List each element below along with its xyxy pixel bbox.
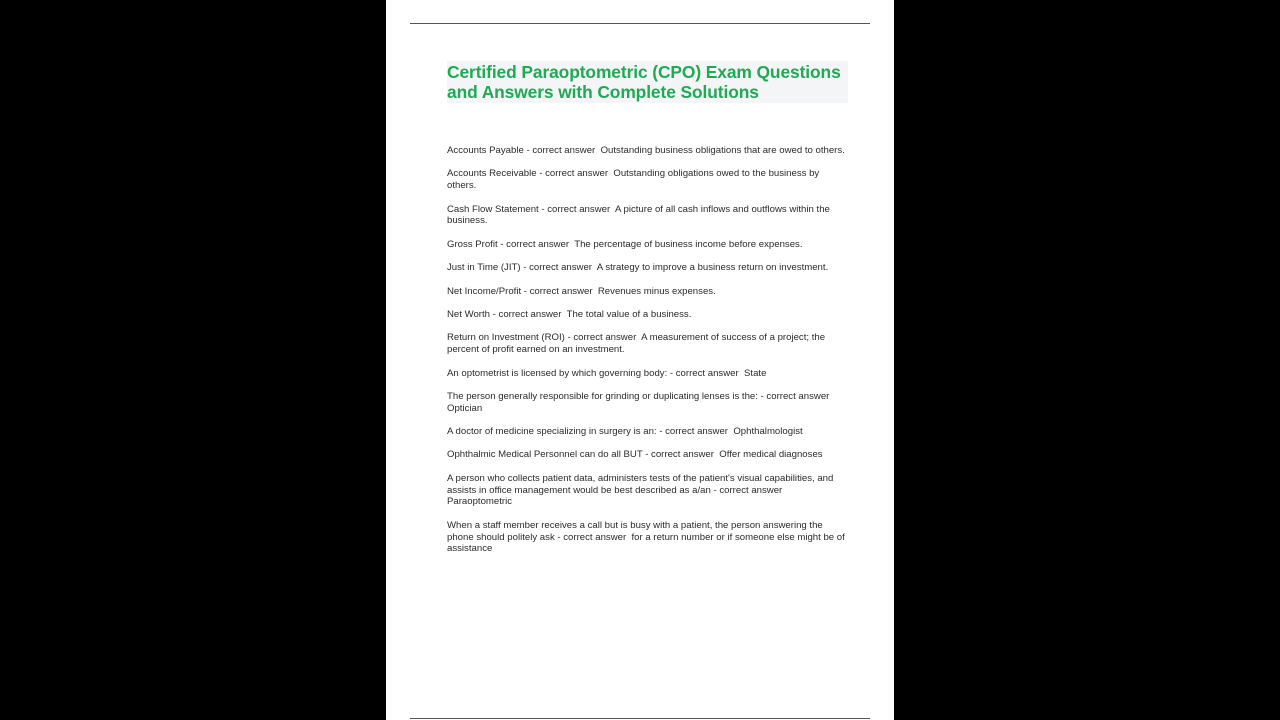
qa-item: Return on Investment (ROI) - correct answer A measurement of success of a project; the percent of profit earned on an investment.	[447, 332, 828, 356]
qa-item: Accounts Payable - correct answer Outstanding business obligations that are owed to others.	[447, 145, 845, 156]
qa-item: The person generally responsible for grinding or duplicating lenses is the: - correct answer Optician	[447, 390, 835, 414]
document-page	[386, 0, 894, 720]
qa-item: Net Income/Profit - correct answer Revenues minus expenses.	[447, 285, 716, 297]
title-highlight	[447, 61, 848, 103]
document-title: Certified Paraoptometric (CPO) Exam Questions and Answers with Complete Solutions	[447, 62, 841, 102]
bottom-divider	[410, 718, 870, 719]
qa-item: Just in Time (JIT) - correct answer A strategy to improve a business return on investment.	[447, 262, 829, 274]
top-divider	[410, 23, 870, 24]
qa-item: Gross Profit - correct answer The percentage of business income before expenses.	[447, 238, 803, 250]
qa-item: A doctor of medicine specializing in surgery is an: - correct answer Ophthalmologist	[447, 426, 803, 438]
qa-item: Net Worth - correct answer The total value of a business.	[447, 308, 692, 320]
qa-item: Ophthalmic Medical Personnel can do all BUT - correct answer Offer medical diagnoses	[447, 449, 823, 461]
qa-item: Cash Flow Statement - correct answer A picture of all cash inflows and outflows within the business.	[447, 203, 833, 227]
qa-item: A person who collects patient data, administers tests of the patient's visual capabilities, and assists in office management would be best described as a/an - correct answer Paraoptometric	[447, 472, 837, 508]
qa-item: When a staff member receives a call but is busy with a patient, the person answering the phone should politely ask - correct answer for a return number or if someone else might be of assistance	[447, 519, 848, 555]
qa-list	[447, 145, 847, 567]
qa-item: Accounts Receivable - correct answer Outstanding obligations owed to the business by others.	[447, 168, 822, 192]
qa-item: An optometrist is licensed by which governing body: - correct answer State	[447, 367, 767, 379]
